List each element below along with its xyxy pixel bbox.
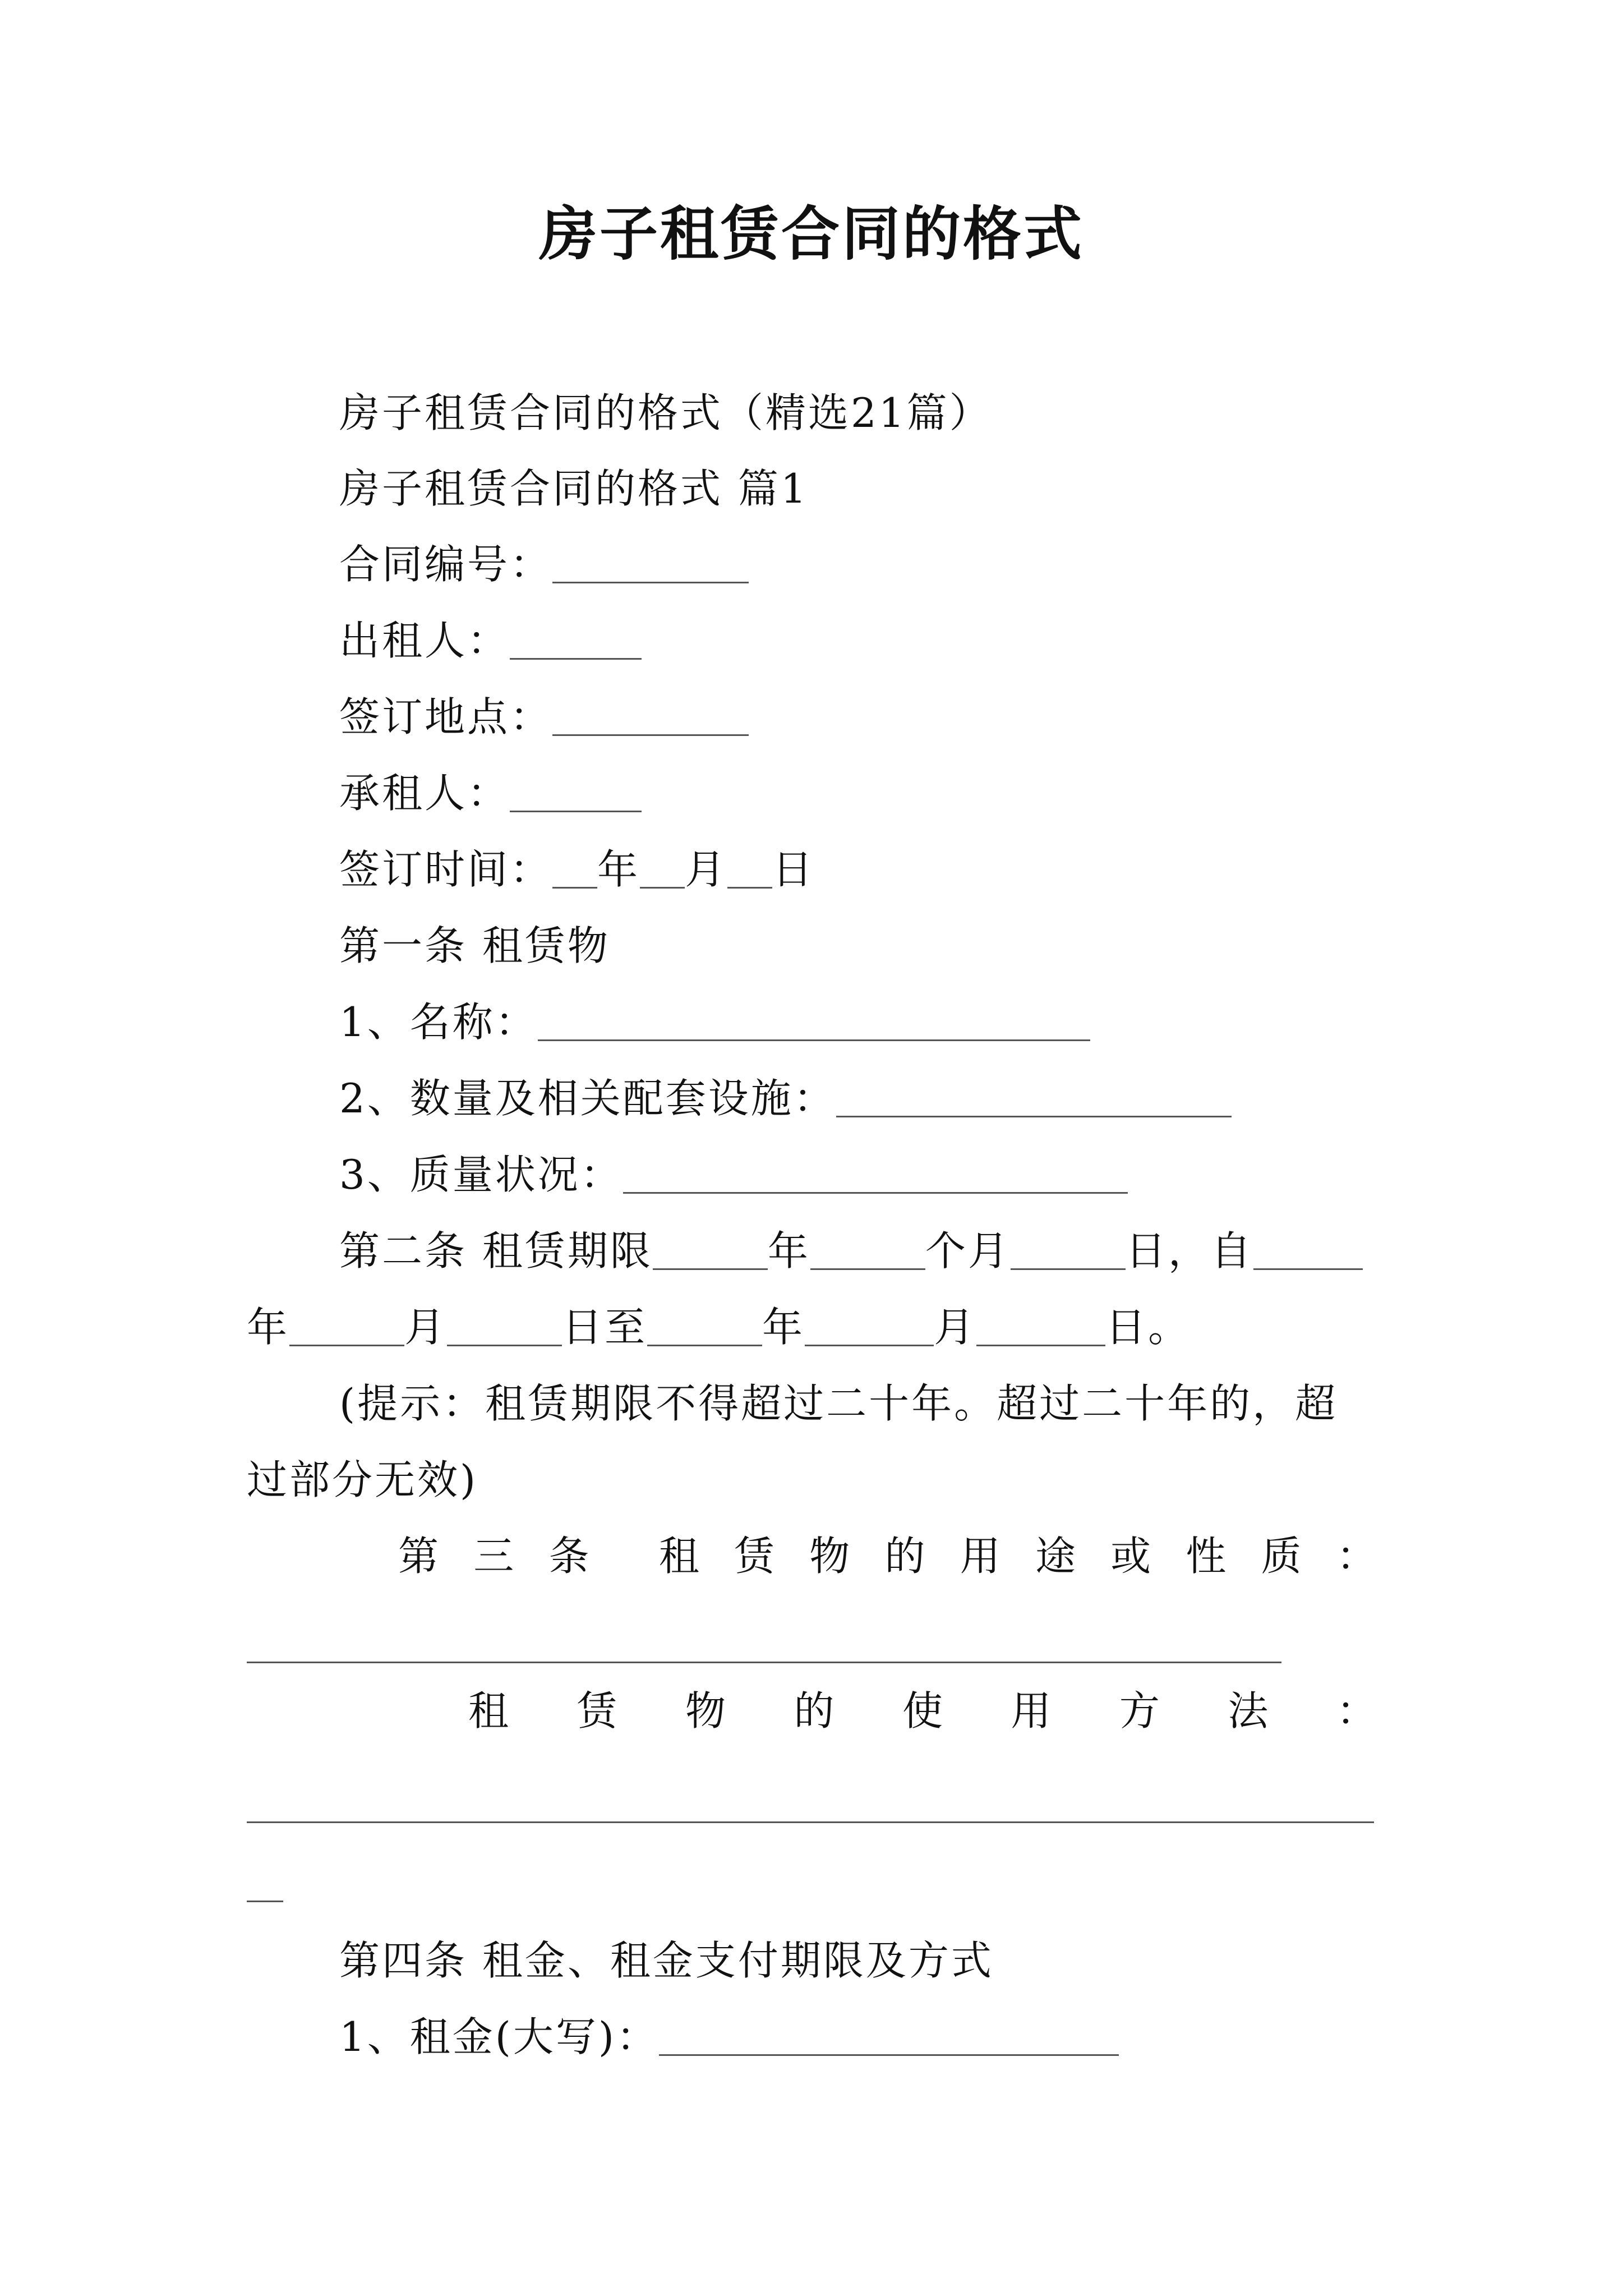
article3-heading-char: 租 bbox=[658, 1533, 699, 1580]
article4-heading: 第四条 租金、租金支付期限及方式 bbox=[339, 1937, 994, 1984]
article1-item2-line bbox=[339, 1074, 1232, 1122]
article3-heading-char: 或 bbox=[1110, 1533, 1151, 1580]
article4-item1-label: 1、租金(大写)： bbox=[339, 2013, 659, 2060]
article2-years-blank[interactable] bbox=[653, 1232, 768, 1270]
contract-number-blank[interactable] bbox=[552, 545, 749, 583]
article2-note-line2: 过部分无效) bbox=[247, 1456, 478, 1503]
article2-to-year-label: 年 bbox=[762, 1304, 805, 1351]
article2-line2 bbox=[247, 1303, 1191, 1351]
article3-usage-blank-continued[interactable] bbox=[247, 1901, 283, 1902]
article3-usage-char: 赁 bbox=[577, 1687, 617, 1734]
section-heading: 房子租赁合同的格式 篇1 bbox=[339, 465, 809, 512]
sign-place-blank[interactable] bbox=[552, 698, 749, 736]
article1-item3-blank[interactable] bbox=[623, 1156, 1128, 1194]
article2-day-from-label: 日，自 bbox=[1125, 1227, 1253, 1274]
sign-month-label: 月 bbox=[685, 846, 728, 893]
lessor-label: 出租人： bbox=[339, 617, 510, 664]
article3-heading-char: 质 bbox=[1261, 1533, 1302, 1580]
lessee-blank[interactable] bbox=[510, 774, 642, 812]
article3-usage-blank[interactable] bbox=[247, 1821, 1374, 1823]
article2-year-label: 年 bbox=[767, 1227, 810, 1274]
sign-place-label: 签订地点： bbox=[339, 693, 553, 740]
article3-usage-char: 法 bbox=[1228, 1687, 1269, 1734]
sign-year-label: 年 bbox=[597, 846, 640, 893]
article1-item1-blank[interactable] bbox=[538, 1003, 1090, 1041]
article3-heading-char: 第 bbox=[398, 1533, 439, 1580]
sign-time-line bbox=[339, 845, 815, 894]
article1-item1-line bbox=[339, 998, 1090, 1046]
sign-time-label: 签订时间： bbox=[339, 846, 553, 893]
lessee-line bbox=[339, 769, 642, 817]
article2-days-blank[interactable] bbox=[1011, 1232, 1126, 1270]
article1-item3-label: 3、质量状况： bbox=[339, 1151, 623, 1198]
article3-usage-char: 的 bbox=[794, 1687, 834, 1734]
article2-from-month-blank[interactable] bbox=[289, 1308, 404, 1346]
article1-heading: 第一条 租赁物 bbox=[339, 922, 610, 969]
article3-usage-char: 用 bbox=[1011, 1687, 1052, 1734]
article3-heading-char: 赁 bbox=[734, 1533, 775, 1580]
article1-item2-blank[interactable] bbox=[836, 1079, 1232, 1117]
article2-line1 bbox=[339, 1227, 1363, 1275]
article3-heading-char: 途 bbox=[1035, 1533, 1076, 1580]
article2-to-day-blank[interactable] bbox=[976, 1308, 1105, 1346]
article3-heading-char: 三 bbox=[473, 1533, 514, 1580]
article3-usage-char: 租 bbox=[468, 1687, 509, 1734]
contract-number-line bbox=[339, 540, 749, 588]
article3-usage-heading bbox=[468, 1687, 1377, 1735]
sign-day-blank[interactable] bbox=[727, 850, 772, 889]
article2-from-day-blank[interactable] bbox=[447, 1308, 562, 1346]
lessor-line bbox=[339, 616, 642, 665]
article3-usage-char: 使 bbox=[902, 1687, 943, 1734]
sign-year-blank[interactable] bbox=[552, 850, 597, 889]
article2-from-year-blank[interactable] bbox=[1253, 1232, 1363, 1270]
article3-heading-char: ： bbox=[1336, 1533, 1377, 1580]
article2-from-year-label: 年 bbox=[247, 1304, 290, 1351]
article3-heading bbox=[398, 1532, 1377, 1580]
article3-usage-char: 物 bbox=[685, 1687, 726, 1734]
article1-item3-line bbox=[339, 1151, 1128, 1199]
article2-months-label: 个月 bbox=[925, 1227, 1011, 1274]
article2-from-month-label: 月 bbox=[404, 1304, 448, 1351]
article3-heading-char: 用 bbox=[960, 1533, 1000, 1580]
sign-place-line bbox=[339, 693, 749, 741]
article3-usage-char: ： bbox=[1336, 1687, 1377, 1734]
contract-number-label: 合同编号： bbox=[339, 541, 553, 588]
document-subtitle: 房子租赁合同的格式（精选21篇） bbox=[339, 389, 992, 436]
article1-item2-label: 2、数量及相关配套设施： bbox=[339, 1075, 836, 1122]
lessee-label: 承租人： bbox=[339, 770, 510, 817]
lessor-blank[interactable] bbox=[510, 622, 642, 660]
article2-to-month-blank[interactable] bbox=[805, 1308, 934, 1346]
rent-amount-blank[interactable] bbox=[659, 2018, 1119, 2056]
article3-purpose-blank[interactable] bbox=[247, 1662, 1281, 1663]
article3-heading-char: 性 bbox=[1186, 1533, 1227, 1580]
article3-heading-char: 的 bbox=[884, 1533, 925, 1580]
article2-note-line1: (提示：租赁期限不得超过二十年。超过二十年的，超 bbox=[339, 1380, 1338, 1427]
article3-usage-char: 方 bbox=[1119, 1687, 1160, 1734]
article2-to-month-label: 月 bbox=[934, 1304, 977, 1351]
article2-prefix: 第二条 租赁期限 bbox=[339, 1227, 653, 1274]
article2-end-label: 日。 bbox=[1105, 1304, 1191, 1351]
article3-heading-char: 条 bbox=[548, 1533, 589, 1580]
sign-month-blank[interactable] bbox=[640, 850, 685, 889]
sign-day-label: 日 bbox=[772, 846, 815, 893]
article3-heading-char: 物 bbox=[809, 1533, 850, 1580]
article2-months-blank[interactable] bbox=[810, 1232, 925, 1270]
article1-item1-label: 1、名称： bbox=[339, 999, 538, 1046]
article4-item1-line bbox=[339, 2013, 1119, 2061]
article2-day-to-label: 日至 bbox=[562, 1304, 648, 1351]
document-title: 房子租赁合同的格式 bbox=[538, 199, 1084, 268]
article2-to-year-blank[interactable] bbox=[647, 1308, 762, 1346]
